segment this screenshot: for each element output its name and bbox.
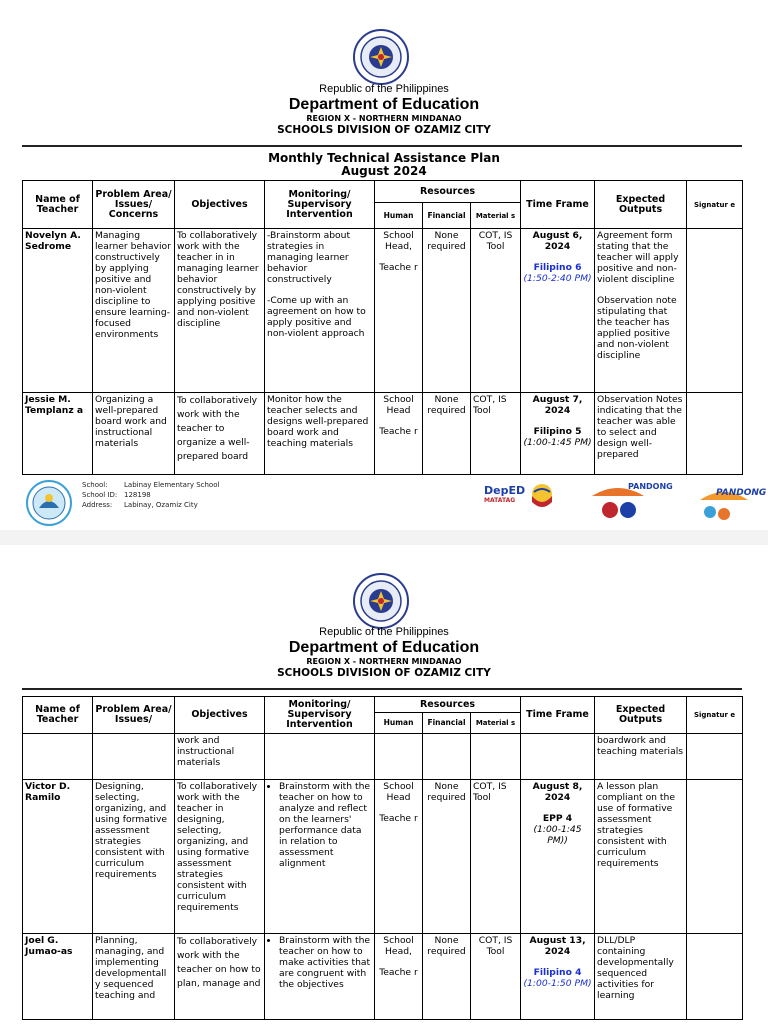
col-resources: Resources [375, 697, 521, 713]
col-financial: Financial [423, 713, 471, 734]
document-page-2 [0, 545, 768, 1024]
time-frame-cell [521, 734, 595, 780]
problem-cell [93, 734, 175, 780]
human-resource: School Head, [383, 935, 414, 957]
table-row [23, 780, 743, 934]
objectives-cell: To collaboratively work with the teacher in in managing learner behavior constructively by applying positive and non-violent discipline [175, 229, 265, 393]
deped-seal-icon [352, 572, 410, 630]
intervention-cell [265, 780, 375, 934]
objectives-cell: To collaboratively work with the teacher in designing, selecting, organizing, and using formative assessment strategies consistent with curriculum requirements [175, 780, 265, 934]
human-cell [375, 393, 423, 475]
teacher-name: Jessie M. Templanz a [23, 393, 93, 475]
outputs-cell: Observation Notes indicating that the teacher was able to select and design well-prepared [595, 393, 687, 475]
signature-cell [687, 734, 743, 780]
bagong-pilipinas-icon [530, 482, 554, 512]
outputs-cell: A lesson plan compliant on the use of formative assessment strategies consistent with curriculum requirements [595, 780, 687, 934]
division-label: SCHOOLS DIVISION OF OZAMIZ CITY [277, 667, 491, 679]
session-time: (1:00-1:45 PM)) [533, 824, 582, 846]
col-objectives: Objectives [175, 181, 265, 229]
materials-cell: COT, IS Tool [471, 393, 521, 475]
human-resource: School Head [383, 781, 414, 803]
technical-assistance-table [22, 696, 743, 1020]
col-materials: Material s [471, 203, 521, 229]
address-value: Labinay, Ozamiz City [124, 501, 198, 509]
human-resource: Teache r [379, 262, 418, 273]
signature-cell [687, 780, 743, 934]
school-info [82, 480, 219, 510]
objectives-cell: work and instructional materials [175, 734, 265, 780]
financial-cell: None required [423, 934, 471, 1020]
session-date: August 13, 2024 [529, 935, 586, 957]
materials-cell: COT, IS Tool [471, 934, 521, 1020]
region-label: REGION X - NORTHERN MINDANAO [306, 114, 462, 123]
intervention-cell [265, 229, 375, 393]
intervention-text: • Brainstorm with the teacher on how to make activities that are congruent with the objectives [279, 935, 372, 990]
school-value: Labinay Elementary School [124, 481, 220, 489]
output-text: Agreement form stating that the teacher will apply positive and non-violent discipline [597, 230, 679, 285]
col-time-frame: Time Frame [521, 181, 595, 229]
time-frame-cell [521, 393, 595, 475]
materials-cell [471, 734, 521, 780]
plan-month: August 2024 [341, 164, 427, 178]
col-objectives: Objectives [175, 697, 265, 734]
republic-label: Republic of the Philippines [319, 83, 449, 95]
session-time: (1:00-1:50 PM) [523, 978, 592, 989]
objectives-cell: To collaboratively work with the teacher to organize a well-prepared board [175, 393, 265, 475]
col-expected-outputs: Expected Outputs [595, 697, 687, 734]
objectives-cell: To collaboratively work with the teacher on how to plan, manage and [175, 934, 265, 1020]
outputs-cell [595, 229, 687, 393]
human-cell [375, 780, 423, 934]
human-resource: School Head, [383, 230, 414, 252]
school-id-value: 128198 [124, 491, 151, 499]
col-expected-outputs: Expected Outputs [595, 181, 687, 229]
session-date: August 8, 2024 [532, 781, 583, 803]
intervention-cell: Monitor how the teacher selects and designs well-prepared board work and teaching materials [265, 393, 375, 475]
session-subject: Filipino 6 [533, 262, 582, 273]
deped-matatag-logo [484, 484, 532, 520]
col-human: Human [375, 203, 423, 229]
human-cell [375, 934, 423, 1020]
signature-cell [687, 229, 743, 393]
region-label: REGION X - NORTHERN MINDANAO [306, 657, 462, 666]
session-subject: Filipino 4 [533, 967, 582, 978]
table-row [23, 934, 743, 1020]
address-label: Address: [82, 501, 113, 509]
problem-cell: Organizing a well-prepared board work and instructional materials [93, 393, 175, 475]
col-human: Human [375, 713, 423, 734]
problem-cell: Designing, selecting, organizing, and using formative assessment strategies consistent with curriculum requirements [93, 780, 175, 934]
table-row [23, 734, 743, 780]
table-row [23, 393, 743, 475]
pandong-logo [588, 480, 688, 526]
problem-cell: Planning, managing, and implementing developmentall y sequenced teaching and [93, 934, 175, 1020]
school-label: School: [82, 481, 108, 489]
teacher-name [23, 734, 93, 780]
output-text: Observation note stipulating that the teacher has applied positive and non-violent discipline [597, 295, 677, 361]
human-cell [375, 734, 423, 780]
teacher-name: Victor D. Ramilo [23, 780, 93, 934]
session-subject: EPP 4 [542, 813, 573, 824]
financial-cell: None required [423, 393, 471, 475]
financial-cell [423, 734, 471, 780]
signature-cell [687, 393, 743, 475]
session-time: (1:50-2:40 PM) [523, 273, 592, 284]
division-label: SCHOOLS DIVISION OF OZAMIZ CITY [277, 124, 491, 136]
time-frame-cell [521, 229, 595, 393]
page-footer [22, 478, 767, 528]
session-subject: Filipino 5 [533, 426, 582, 437]
teacher-name: Joel G. Jumao-as [23, 934, 93, 1020]
intervention-text: -Come up with an agreement on how to apply positive and non-violent approach [267, 295, 366, 339]
pandong-logo-text: PANDONG [628, 482, 673, 491]
signature-cell [687, 934, 743, 1020]
materials-cell: COT, IS Tool [471, 780, 521, 934]
col-intervention: Monitoring/ Supervisory Intervention [265, 181, 375, 229]
col-financial: Financial [423, 203, 471, 229]
deped-seal-icon [352, 28, 410, 86]
intervention-cell [265, 734, 375, 780]
session-date: August 6, 2024 [532, 230, 583, 252]
time-frame-cell [521, 780, 595, 934]
school-seal-icon [26, 480, 72, 526]
col-signature: Signatur e [687, 181, 743, 229]
col-signature: Signatur e [687, 697, 743, 734]
deped-logo-text: DepED [484, 484, 526, 497]
table-row [23, 229, 743, 393]
problem-cell: Managing learner behavior constructively by applying positive and non-violent discipline to ensure learning-focused environments [93, 229, 175, 393]
intervention-text: -Brainstorm about strategies in managing learner behavior constructively [267, 230, 351, 285]
header-divider [22, 688, 742, 690]
matatag-logo-text: MATATAG [484, 497, 516, 504]
col-problem-area: Problem Area/ Issues/ Concerns [93, 181, 175, 229]
time-frame-cell [521, 934, 595, 1020]
human-cell [375, 229, 423, 393]
pandong-mascot-logo [694, 482, 767, 526]
intervention-cell [265, 934, 375, 1020]
col-resources: Resources [375, 181, 521, 203]
session-time: (1:00-1:45 PM) [523, 437, 592, 448]
plan-title: Monthly Technical Assistance Plan [268, 151, 500, 165]
col-name-of-teacher: Name of Teacher [23, 697, 93, 734]
financial-cell: None required [423, 229, 471, 393]
intervention-text: • Brainstorm with the teacher on how to analyze and reflect on the learners' performance data in relation to assessment alignment [279, 781, 372, 869]
pandong-mascot-text: PANDONG [716, 488, 767, 498]
col-intervention: Monitoring/ Supervisory Intervention [265, 697, 375, 734]
session-date: August 7, 2024 [532, 394, 583, 416]
human-resource: School Head [383, 394, 414, 416]
human-resource: Teache r [379, 967, 418, 978]
teacher-name: Novelyn A. Sedrome [23, 229, 93, 393]
header-divider [22, 145, 742, 147]
human-resource: Teache r [379, 426, 418, 437]
col-problem-area: Problem Area/ Issues/ [93, 697, 175, 734]
technical-assistance-table [22, 180, 743, 475]
col-name-of-teacher: Name of Teacher [23, 181, 93, 229]
materials-cell: COT, IS Tool [471, 229, 521, 393]
department-title: Department of Education [288, 96, 480, 113]
outputs-cell: boardwork and teaching materials [595, 734, 687, 780]
financial-cell: None required [423, 780, 471, 934]
col-time-frame: Time Frame [521, 697, 595, 734]
outputs-cell: DLL/DLP containing developmentally sequenced activities for learning [595, 934, 687, 1020]
department-title: Department of Education [288, 639, 480, 656]
human-resource: Teache r [379, 813, 418, 824]
republic-label: Republic of the Philippines [319, 626, 449, 638]
school-id-label: School ID: [82, 491, 118, 499]
col-materials: Material s [471, 713, 521, 734]
